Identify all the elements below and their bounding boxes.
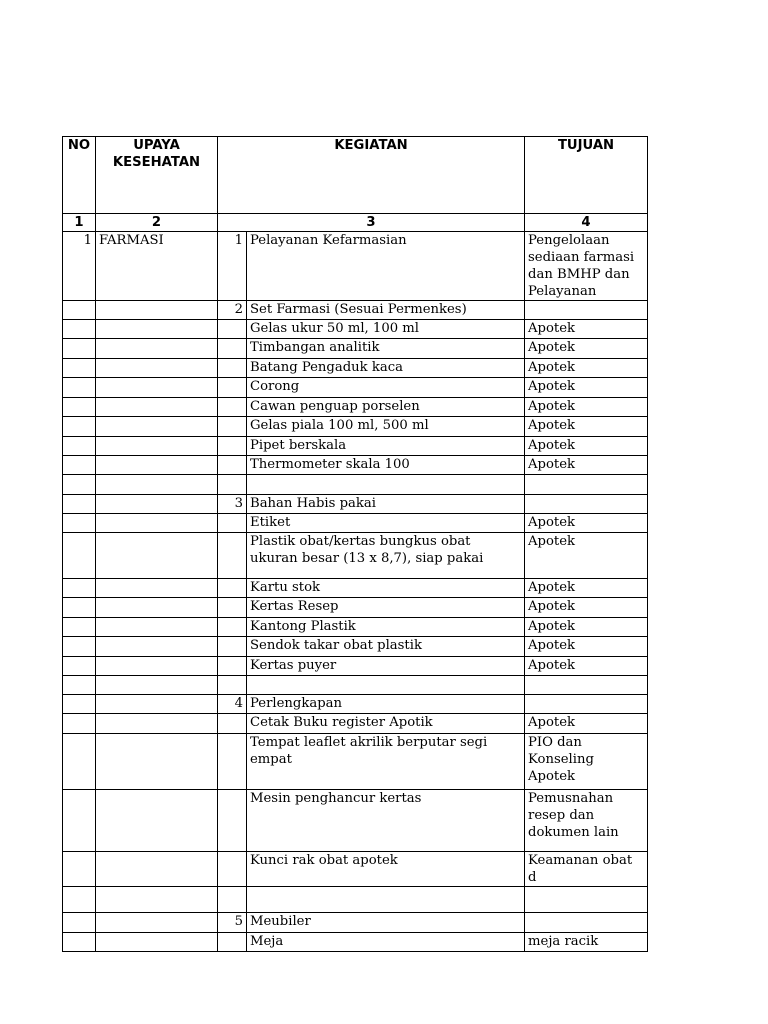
row-upaya-cell — [96, 301, 218, 320]
row-upaya-cell — [96, 852, 218, 887]
row-sub-number-cell: 2 — [218, 301, 247, 320]
row-sub-number-cell — [218, 456, 247, 475]
row-tujuan-cell: Apotek — [525, 339, 648, 359]
row-upaya-cell — [96, 933, 218, 952]
row-tujuan-cell — [525, 475, 648, 495]
row-upaya-cell — [96, 398, 218, 417]
row-sub-number-cell — [218, 933, 247, 952]
header-no: NO — [63, 137, 96, 214]
row-upaya-cell — [96, 339, 218, 359]
row-no-cell — [63, 456, 96, 475]
table-row — [63, 359, 648, 378]
row-tujuan-cell: Apotek — [525, 714, 648, 734]
table-row — [63, 417, 648, 437]
row-sub-number-cell — [218, 359, 247, 378]
row-no-cell — [63, 398, 96, 417]
row-kegiatan-cell: Thermometer skala 100 — [247, 456, 525, 475]
row-sub-number-cell — [218, 533, 247, 579]
row-upaya-cell — [96, 676, 218, 695]
row-no-cell — [63, 378, 96, 398]
row-sub-number-cell — [218, 398, 247, 417]
row-tujuan-cell: Apotek — [525, 618, 648, 637]
row-sub-number-cell — [218, 852, 247, 887]
row-kegiatan-cell: Gelas piala 100 ml, 500 ml — [247, 417, 525, 437]
row-kegiatan-cell: Kunci rak obat apotek — [247, 852, 525, 887]
row-tujuan-cell: PIO dan Konseling Apotek — [525, 734, 648, 790]
table-row — [63, 676, 648, 695]
row-sub-number-cell — [218, 657, 247, 676]
row-kegiatan-cell: Timbangan analitik — [247, 339, 525, 359]
row-tujuan-cell — [525, 913, 648, 933]
row-kegiatan-cell: Kartu stok — [247, 579, 525, 598]
row-upaya-cell — [96, 714, 218, 734]
row-tujuan-cell: Apotek — [525, 579, 648, 598]
row-sub-number-cell: 4 — [218, 695, 247, 714]
row-upaya-cell: FARMASI — [96, 232, 218, 301]
row-kegiatan-cell: Sendok takar obat plastik — [247, 637, 525, 657]
row-sub-number-cell — [218, 339, 247, 359]
table-row — [63, 320, 648, 339]
row-no-cell — [63, 695, 96, 714]
table-row — [63, 734, 648, 790]
row-kegiatan-cell: Bahan Habis pakai — [247, 495, 525, 514]
row-upaya-cell — [96, 598, 218, 618]
column-number: 1 — [63, 214, 96, 232]
row-tujuan-cell: Apotek — [525, 398, 648, 417]
column-number: 4 — [525, 214, 648, 232]
row-tujuan-cell: Apotek — [525, 533, 648, 579]
row-sub-number-cell — [218, 734, 247, 790]
row-kegiatan-cell: Kertas Resep — [247, 598, 525, 618]
row-no-cell — [63, 495, 96, 514]
row-tujuan-cell: Apotek — [525, 637, 648, 657]
row-sub-number-cell — [218, 714, 247, 734]
row-upaya-cell — [96, 378, 218, 398]
row-kegiatan-cell: Etiket — [247, 514, 525, 533]
row-upaya-cell — [96, 618, 218, 637]
row-sub-number-cell — [218, 790, 247, 852]
header-row — [63, 137, 648, 214]
table-row — [63, 598, 648, 618]
table-row — [63, 852, 648, 887]
row-no-cell — [63, 579, 96, 598]
row-tujuan-cell: Pengelolaan sediaan farmasi dan BMHP dan Pelayanan — [525, 232, 648, 301]
row-no-cell — [63, 734, 96, 790]
row-kegiatan-cell — [247, 887, 525, 913]
row-tujuan-cell: Apotek — [525, 657, 648, 676]
document-table — [62, 136, 648, 952]
row-no-cell — [63, 437, 96, 456]
row-sub-number-cell — [218, 514, 247, 533]
row-tujuan-cell: Apotek — [525, 456, 648, 475]
table-row — [63, 637, 648, 657]
table-row — [63, 695, 648, 714]
row-kegiatan-cell: Pipet berskala — [247, 437, 525, 456]
row-upaya-cell — [96, 437, 218, 456]
row-upaya-cell — [96, 657, 218, 676]
row-upaya-cell — [96, 887, 218, 913]
row-no-cell — [63, 417, 96, 437]
row-kegiatan-cell — [247, 475, 525, 495]
row-tujuan-cell: Apotek — [525, 598, 648, 618]
row-no-cell — [63, 933, 96, 952]
row-no-cell: 1 — [63, 232, 96, 301]
row-tujuan-cell: Apotek — [525, 417, 648, 437]
row-sub-number-cell — [218, 598, 247, 618]
table-row — [63, 887, 648, 913]
row-upaya-cell — [96, 514, 218, 533]
row-sub-number-cell — [218, 320, 247, 339]
row-tujuan-cell — [525, 301, 648, 320]
row-tujuan-cell: Apotek — [525, 320, 648, 339]
row-sub-number-cell — [218, 579, 247, 598]
table-row — [63, 514, 648, 533]
column-number: 3 — [218, 214, 525, 232]
table-row — [63, 232, 648, 301]
table-row — [63, 913, 648, 933]
row-no-cell — [63, 852, 96, 887]
row-kegiatan-cell: Perlengkapan — [247, 695, 525, 714]
row-no-cell — [63, 598, 96, 618]
row-sub-number-cell — [218, 417, 247, 437]
row-no-cell — [63, 714, 96, 734]
row-kegiatan-cell: Corong — [247, 378, 525, 398]
row-kegiatan-cell: Mesin penghancur kertas — [247, 790, 525, 852]
row-no-cell — [63, 514, 96, 533]
row-kegiatan-cell: Gelas ukur 50 ml, 100 ml — [247, 320, 525, 339]
table-row — [63, 339, 648, 359]
row-tujuan-cell: Apotek — [525, 437, 648, 456]
row-kegiatan-cell: Tempat leaflet akrilik berputar segi empat — [247, 734, 525, 790]
row-no-cell — [63, 913, 96, 933]
row-no-cell — [63, 618, 96, 637]
row-upaya-cell — [96, 359, 218, 378]
row-tujuan-cell — [525, 495, 648, 514]
table-row — [63, 378, 648, 398]
row-kegiatan-cell: Batang Pengaduk kaca — [247, 359, 525, 378]
row-tujuan-cell: meja racik — [525, 933, 648, 952]
table-row — [63, 301, 648, 320]
header-upaya-kesehatan: UPAYA KESEHATAN — [96, 137, 218, 214]
row-tujuan-cell — [525, 695, 648, 714]
row-upaya-cell — [96, 533, 218, 579]
table-row — [63, 579, 648, 598]
row-kegiatan-cell: Meubiler — [247, 913, 525, 933]
row-upaya-cell — [96, 475, 218, 495]
row-sub-number-cell: 5 — [218, 913, 247, 933]
row-kegiatan-cell: Pelayanan Kefarmasian — [247, 232, 525, 301]
row-sub-number-cell: 1 — [218, 232, 247, 301]
row-tujuan-cell — [525, 676, 648, 695]
row-no-cell — [63, 790, 96, 852]
row-upaya-cell — [96, 579, 218, 598]
row-sub-number-cell — [218, 637, 247, 657]
row-tujuan-cell: Pemusnahan resep dan dokumen lain — [525, 790, 648, 852]
row-sub-number-cell: 3 — [218, 495, 247, 514]
row-sub-number-cell — [218, 887, 247, 913]
column-number: 2 — [96, 214, 218, 232]
row-tujuan-cell: Apotek — [525, 378, 648, 398]
row-tujuan-cell — [525, 887, 648, 913]
table-row — [63, 933, 648, 952]
row-kegiatan-cell — [247, 676, 525, 695]
header-kegiatan: KEGIATAN — [218, 137, 525, 214]
table-row — [63, 618, 648, 637]
row-no-cell — [63, 475, 96, 495]
row-upaya-cell — [96, 695, 218, 714]
row-sub-number-cell — [218, 618, 247, 637]
row-kegiatan-cell: Meja — [247, 933, 525, 952]
table-row — [63, 657, 648, 676]
row-upaya-cell — [96, 734, 218, 790]
table-row — [63, 456, 648, 475]
row-no-cell — [63, 320, 96, 339]
row-sub-number-cell — [218, 475, 247, 495]
row-no-cell — [63, 657, 96, 676]
row-sub-number-cell — [218, 676, 247, 695]
row-no-cell — [63, 359, 96, 378]
row-no-cell — [63, 533, 96, 579]
row-no-cell — [63, 887, 96, 913]
table-row — [63, 495, 648, 514]
row-upaya-cell — [96, 637, 218, 657]
row-kegiatan-cell: Kertas puyer — [247, 657, 525, 676]
table-row — [63, 475, 648, 495]
row-no-cell — [63, 676, 96, 695]
row-tujuan-cell: Apotek — [525, 514, 648, 533]
table-row — [63, 533, 648, 579]
row-upaya-cell — [96, 913, 218, 933]
row-upaya-cell — [96, 495, 218, 514]
row-upaya-cell — [96, 456, 218, 475]
table-row — [63, 790, 648, 852]
row-kegiatan-cell: Kantong Plastik — [247, 618, 525, 637]
row-upaya-cell — [96, 790, 218, 852]
row-kegiatan-cell: Cawan penguap porselen — [247, 398, 525, 417]
row-kegiatan-cell: Set Farmasi (Sesuai Permenkes) — [247, 301, 525, 320]
row-sub-number-cell — [218, 378, 247, 398]
row-kegiatan-cell: Cetak Buku register Apotik — [247, 714, 525, 734]
row-tujuan-cell: Apotek — [525, 359, 648, 378]
row-kegiatan-cell: Plastik obat/kertas bungkus obat ukuran besar (13 x 8,7), siap pakai — [247, 533, 525, 579]
row-no-cell — [63, 301, 96, 320]
table-row — [63, 714, 648, 734]
row-no-cell — [63, 637, 96, 657]
row-sub-number-cell — [218, 437, 247, 456]
column-number-row — [63, 214, 648, 232]
row-upaya-cell — [96, 417, 218, 437]
row-tujuan-cell: Keamanan obat d — [525, 852, 648, 887]
row-no-cell — [63, 339, 96, 359]
table-row — [63, 398, 648, 417]
table-row — [63, 437, 648, 456]
row-upaya-cell — [96, 320, 218, 339]
header-tujuan: TUJUAN — [525, 137, 648, 214]
